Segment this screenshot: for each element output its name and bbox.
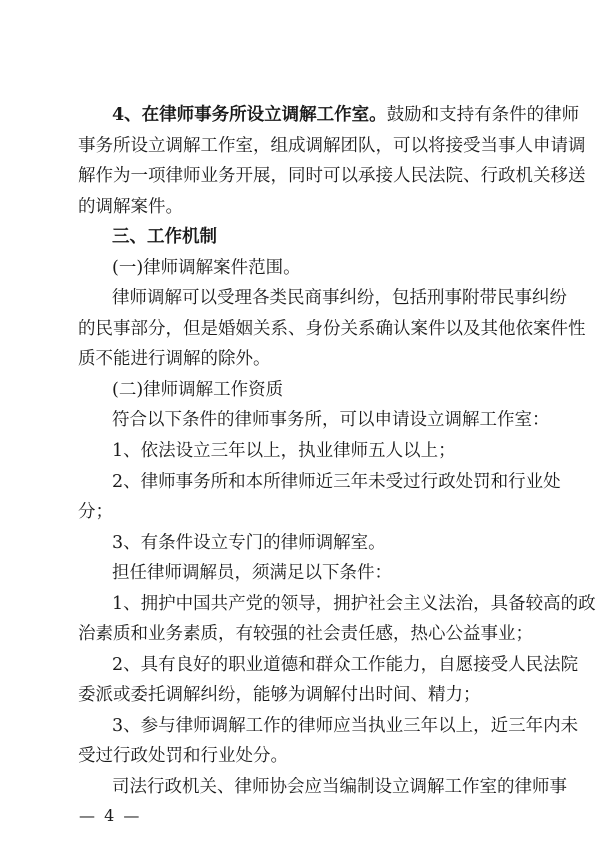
- list-item: 1、依法设立三年以上，执业律师五人以上；: [112, 441, 456, 461]
- paragraph-line: 律师调解可以受理各类民商事纠纷，包括刑事附带民事纠纷: [112, 288, 567, 308]
- list-item-continuation: 受过行政处罚和行业处分。: [78, 746, 288, 766]
- section-title: 三、工作机制: [112, 227, 217, 247]
- list-item: 2、具有良好的职业道德和群众工作能力，自愿接受人民法院: [112, 655, 579, 675]
- paragraph-line: 符合以下条件的律师事务所，可以申请设立调解工作室：: [112, 410, 550, 430]
- list-item-continuation: 分；: [78, 502, 113, 522]
- list-item-continuation: 治素质和业务素质，有较强的社会责任感，热心公益事业；: [78, 624, 533, 644]
- paragraph-line: 的民事部分，但是婚姻关系、身份关系确认案件以及其他依案件性: [78, 319, 586, 339]
- subsection-title: (一)律师调解案件范围。: [112, 258, 301, 278]
- subsection-title: (二)律师调解工作资质: [112, 380, 284, 400]
- paragraph-line: 质不能进行调解的除外。: [78, 349, 271, 369]
- paragraph-line: 的调解案件。: [78, 197, 183, 217]
- list-item: 3、参与律师调解工作的律师应当执业三年以上，近三年内未: [112, 716, 579, 736]
- item-text: 鼓励和支持有条件的律师: [386, 105, 580, 125]
- page-number: — 4 —: [79, 806, 142, 825]
- list-item: 1、拥护中国共产党的领导，拥护社会主义法治，具备较高的政: [112, 594, 596, 614]
- list-item-continuation: 委派或委托调解纠纷，能够为调解付出时间、精力；: [78, 685, 481, 705]
- list-item: 3、有条件设立专门的律师调解室。: [112, 533, 386, 553]
- list-item: 2、律师事务所和本所律师近三年未受过行政处罚和行业处: [112, 472, 561, 492]
- paragraph-line: [112, 103, 580, 127]
- item-heading: 4、在律师事务所设立调解工作室。: [112, 105, 387, 125]
- paragraph-line: 担任律师调解员，须满足以下条件：: [112, 563, 392, 583]
- paragraph-line: 司法行政机关、律师协会应当编制设立调解工作室的律师事: [112, 777, 567, 797]
- paragraph-line: 事务所设立调解工作室，组成调解团队，可以将接受当事人申请调: [78, 136, 586, 156]
- paragraph-line: 解作为一项律师业务开展，同时可以承接人民法院、行政机关移送: [78, 166, 586, 186]
